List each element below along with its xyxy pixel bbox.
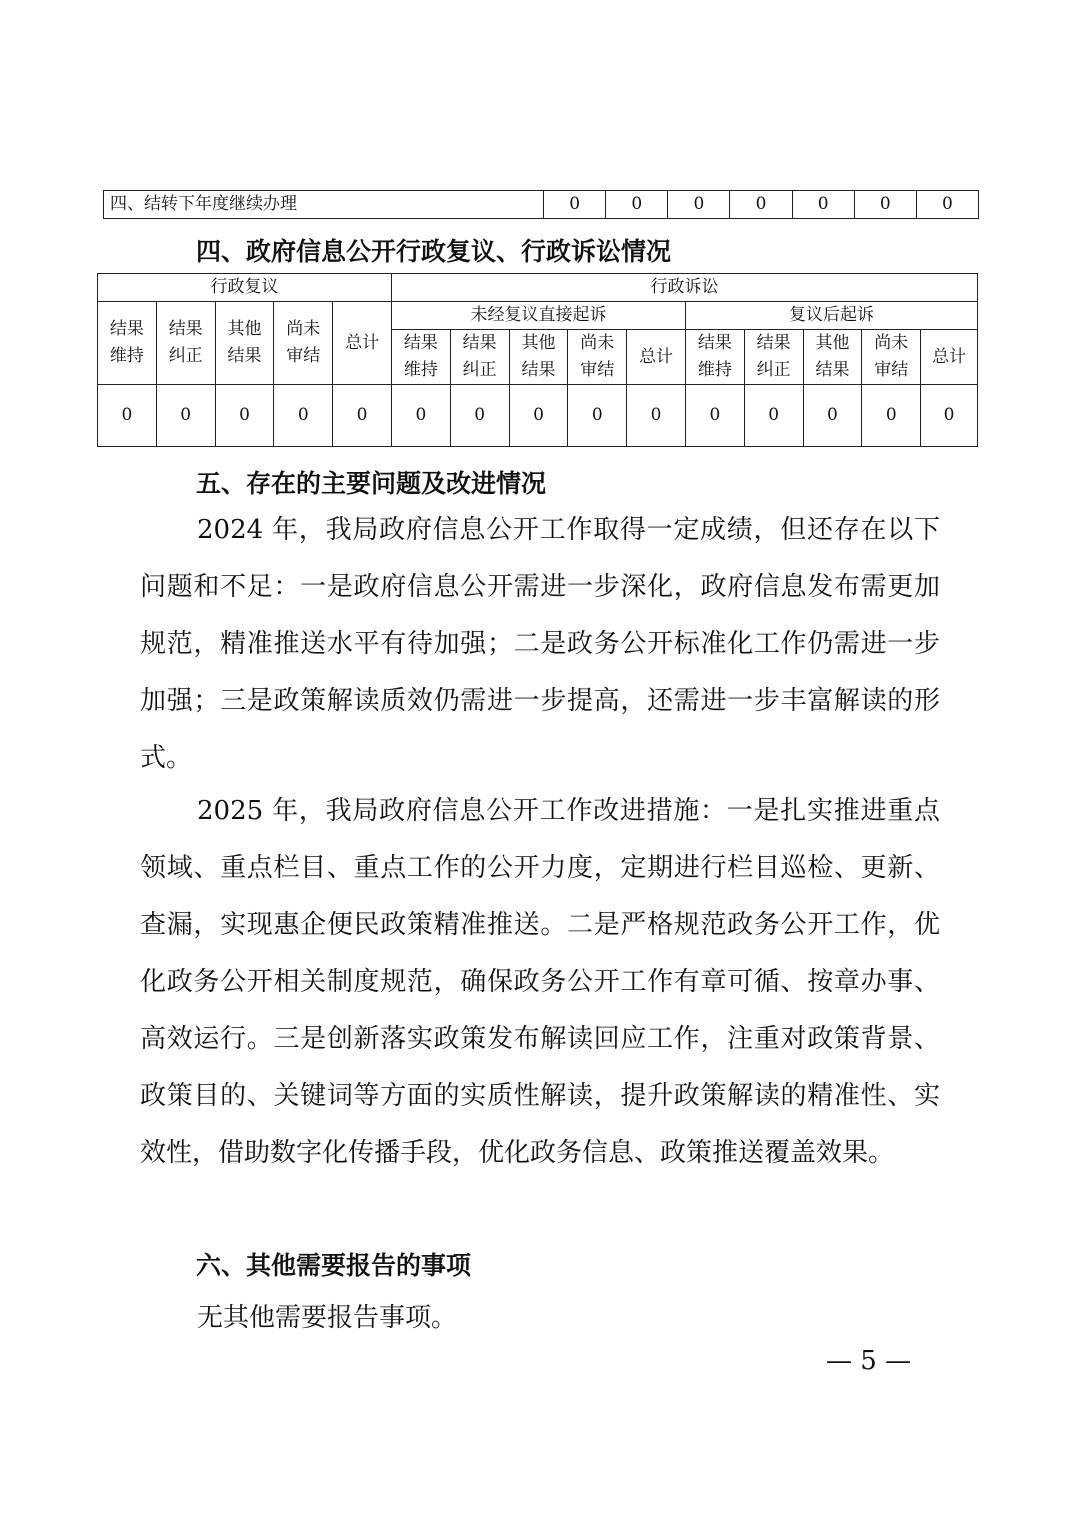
- section6-paragraph: 无其他需要报告事项。: [197, 1303, 458, 1333]
- table-cell: 0: [156, 385, 215, 447]
- carry-over-label: 四、结转下年度继续办理: [104, 191, 544, 219]
- column-header: 尚未 审结: [274, 302, 333, 385]
- table-cell: 0: [862, 385, 921, 447]
- table-cell: 0: [803, 385, 862, 447]
- column-header: 总计: [627, 330, 686, 385]
- column-header: 结果 维持: [98, 302, 157, 385]
- column-header: 尚未 审结: [862, 330, 921, 385]
- carry-over-value: 0: [606, 191, 668, 219]
- section5-paragraph-problems: 2024 年，我局政府信息公开工作取得一定成绩，但还存在以下问题和不足：一是政府信息公开需进一步深化，政府信息发布需更加规范，精准推送水平有待加强；二是政务公开标准化工作仍需进一步加强；三是政策解读质效仍需进一步提高，还需进一步丰富解读的形式。: [140, 515, 940, 773]
- carry-over-value: 0: [668, 191, 730, 219]
- column-header: 其他 结果: [509, 330, 568, 385]
- table-cell: 0: [333, 385, 392, 447]
- section4-title: 四、政府信息公开行政复议、行政诉讼情况: [196, 237, 672, 266]
- column-header: 结果 纠正: [450, 330, 509, 385]
- table-row: [98, 274, 978, 302]
- table-cell: 0: [627, 385, 686, 447]
- column-header: 其他 结果: [803, 330, 862, 385]
- review-litigation-table: [97, 273, 978, 447]
- table-row: [98, 302, 978, 330]
- carry-over-value: 0: [854, 191, 916, 219]
- column-header: 总计: [333, 302, 392, 385]
- column-header: 其他 结果: [215, 302, 274, 385]
- direct-suit-header: 未经复议直接起诉: [391, 302, 685, 330]
- table-cell: 0: [509, 385, 568, 447]
- carry-over-value: 0: [544, 191, 606, 219]
- column-header: 总计: [921, 330, 978, 385]
- carry-over-value: 0: [792, 191, 854, 219]
- table-row: [98, 385, 978, 447]
- table-cell: 0: [744, 385, 803, 447]
- column-header: 尚未 审结: [568, 330, 627, 385]
- page-number: — 5 —: [826, 1346, 912, 1376]
- section5-paragraph-measures: 2025 年，我局政府信息公开工作改进措施：一是扎实推进重点领域、重点栏目、重点工作的公开力度，定期进行栏目巡检、更新、查漏，实现惠企便民政策精准推送。二是严格规范政务公开工作，优化政务公开相关制度规范，确保政务公开工作有章可循、按章办事、高效运行。三是创新落实政策发布解读回应工作，注重对政策背景、政策目的、关键词等方面的实质性解读，提升政策解读的精准性、实效性，借助数字化传播手段，优化政务信息、政策推送覆盖效果。: [140, 796, 940, 1168]
- table-cell: 0: [921, 385, 978, 447]
- carry-over-value: 0: [730, 191, 792, 219]
- section6-title: 六、其他需要报告的事项: [196, 1251, 472, 1280]
- column-header: 结果 维持: [391, 330, 450, 385]
- column-header: 结果 纠正: [744, 330, 803, 385]
- column-header: 结果 纠正: [156, 302, 215, 385]
- carry-over-table: [103, 190, 979, 219]
- carry-over-value: 0: [916, 191, 978, 219]
- table-cell: 0: [685, 385, 744, 447]
- table-cell: 0: [274, 385, 333, 447]
- review-header: 行政复议: [98, 274, 392, 302]
- column-header: 结果 维持: [685, 330, 744, 385]
- table-row: [104, 191, 979, 219]
- section5-title: 五、存在的主要问题及改进情况: [196, 469, 547, 498]
- table-cell: 0: [568, 385, 627, 447]
- table-cell: 0: [215, 385, 274, 447]
- after-review-header: 复议后起诉: [685, 302, 977, 330]
- table-cell: 0: [450, 385, 509, 447]
- table-cell: 0: [98, 385, 157, 447]
- litigation-header: 行政诉讼: [391, 274, 977, 302]
- table-cell: 0: [391, 385, 450, 447]
